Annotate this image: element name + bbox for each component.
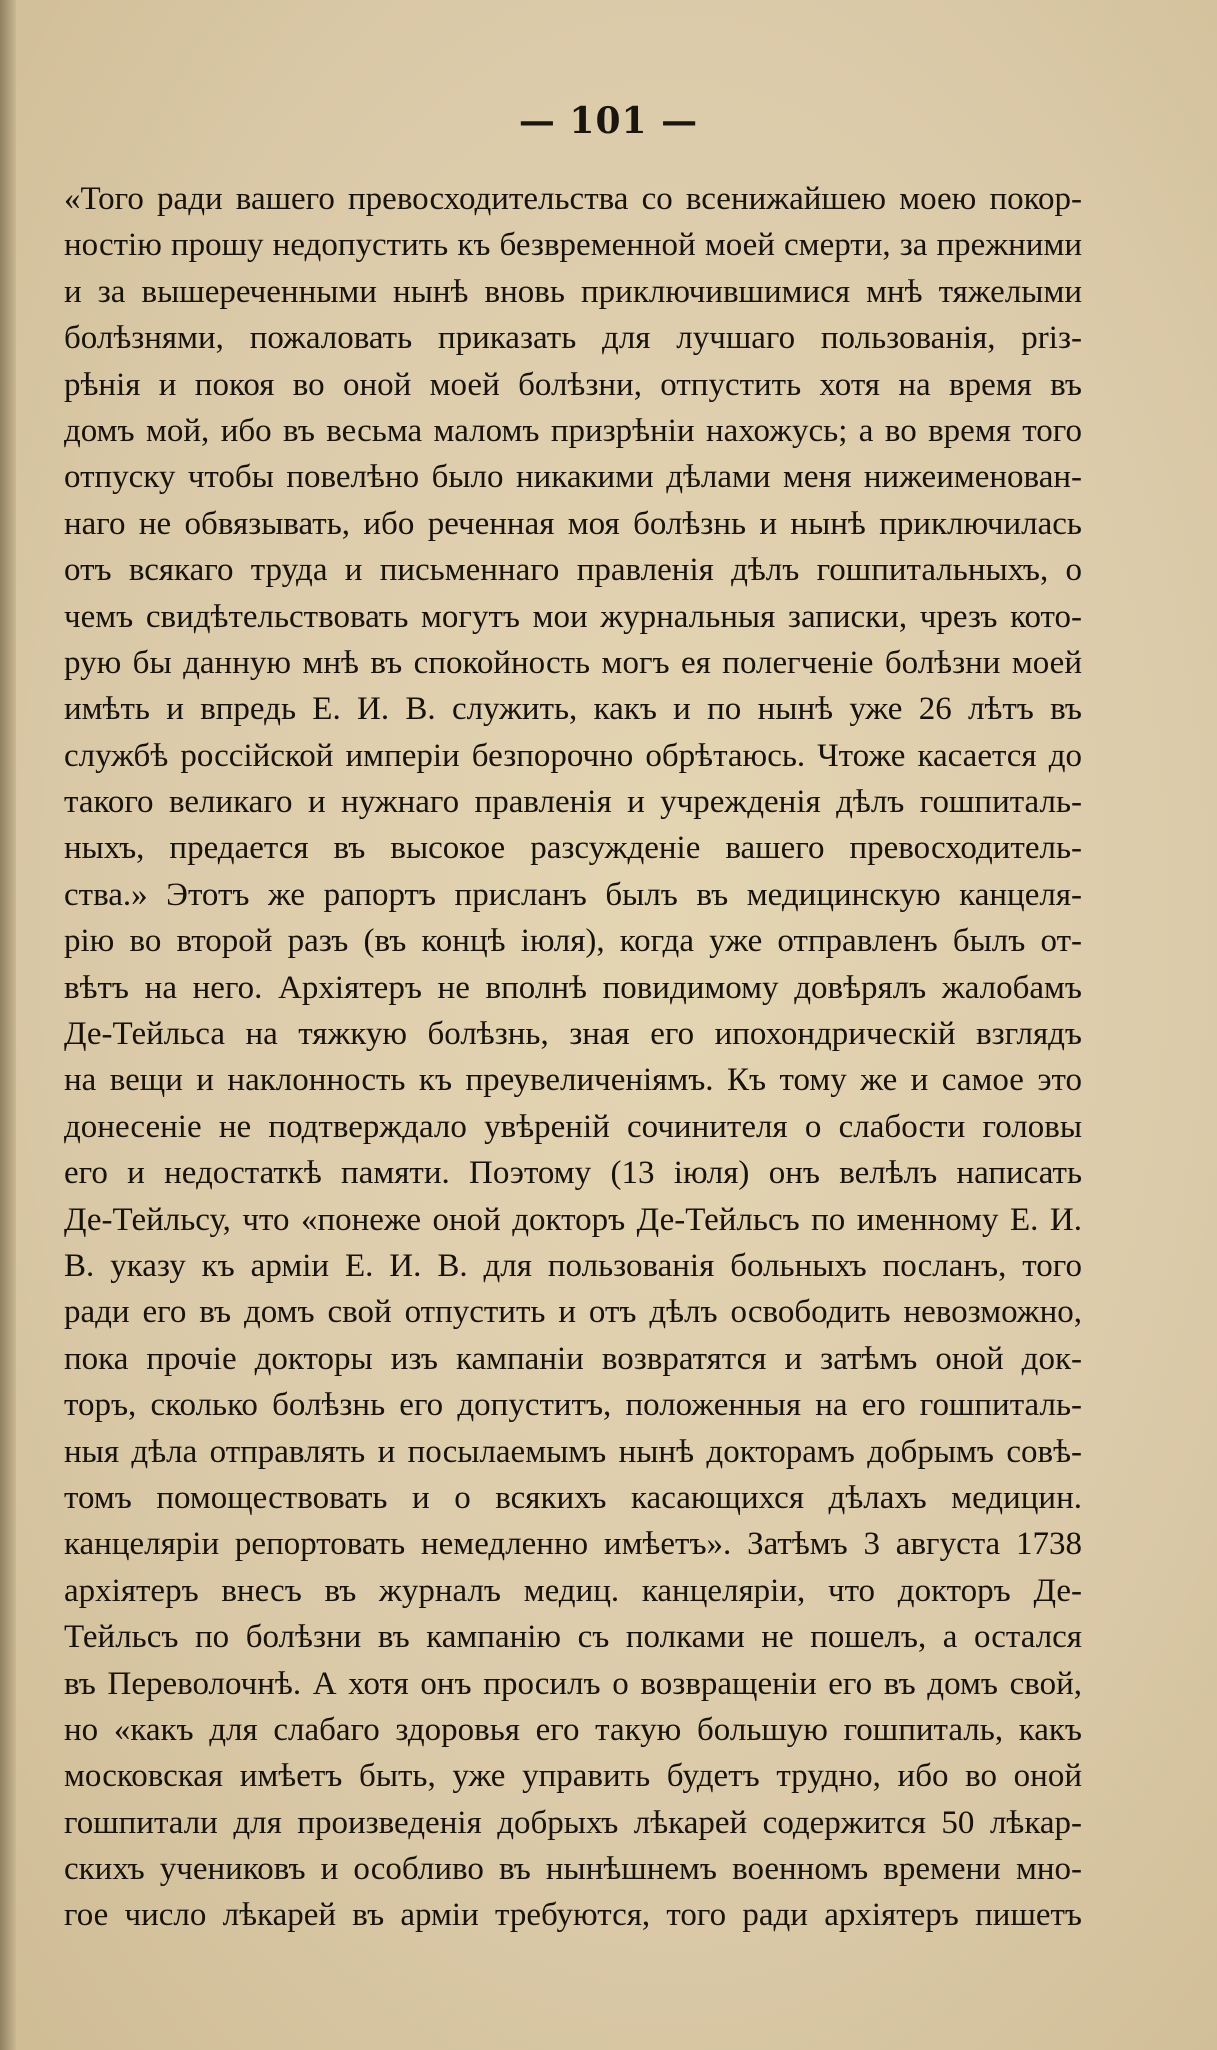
text-line: имѣть и впредь Е. И. В. служить, какъ и по нынѣ уже 26 лѣтъ въ: [64, 691, 1082, 728]
text-line: отъ всякаго труда и письменнаго правленія дѣлъ гошпитальныхъ, о: [64, 552, 1082, 589]
text-line: вѣтъ на него. Архіятеръ не вполнѣ повидимому довѣрялъ жалобамъ: [64, 969, 1082, 1006]
text-line: архіятеръ внесъ въ журналъ медиц. канцеляріи, что докторъ Де-: [64, 1572, 1082, 1609]
text-line: такого великаго и нужнаго правленія и учрежденія дѣлъ гошпиталь-: [64, 784, 1082, 821]
text-line: чемъ свидѣтельствовать могутъ мои журнальныя записки, чрезъ кото-: [64, 598, 1082, 635]
text-line: ностію прошу недопустить къ безвременной моей смерти, за прежними: [64, 227, 1082, 264]
text-line: ства.» Этотъ же рапортъ присланъ былъ въ медицинскую канцеля-: [64, 876, 1082, 913]
text-line: рѣнія и покоя во оной моей болѣзни, отпустить хотя на время въ: [64, 366, 1082, 403]
text-line: болѣзнями, пожаловать приказать для лучшаго пользованія, priз-: [64, 320, 1082, 357]
text-line: Де-Тейльсу, что «понеже оной докторъ Де-Тейльсъ по именному Е. И.: [64, 1201, 1082, 1238]
text-line: В. указу къ арміи Е. И. В. для пользованія больныхъ посланъ, того: [64, 1247, 1082, 1284]
text-line: Тейльсъ по болѣзни въ кампанію съ полками не пошелъ, а остался: [64, 1619, 1082, 1656]
text-line: Де-Тейльса на тяжкую болѣзнь, зная его ипохондрическій взглядъ: [64, 1016, 1082, 1053]
page-number: — 101 —: [518, 100, 699, 142]
text-line: томъ помоществовать и о всякихъ касающихся дѣлахъ медицин.: [64, 1479, 1082, 1516]
text-line: домъ мой, ибо въ весьма маломъ призрѣніи нахожусь; а во время того: [64, 412, 1082, 449]
text-line: рую бы данную мнѣ въ спокойность могъ ея полегченіе болѣзни моей: [64, 644, 1082, 681]
text-line: службѣ россійской имперіи безпорочно обрѣтаюсь. Чтоже касается до: [64, 737, 1082, 774]
text-line: но «какъ для слабаго здоровья его такую большую гошпиталь, какъ: [64, 1711, 1082, 1748]
text-line: наго не обвязывать, ибо реченная моя болѣзнь и нынѣ приключилась: [64, 505, 1082, 542]
text-line: ныхъ, предается въ высокое разсужденіе вашего превосходитель-: [64, 830, 1082, 867]
text-line: ныя дѣла отправлять и посылаемымъ нынѣ докторамъ добрымъ совѣ-: [64, 1433, 1082, 1470]
body-text: [64, 176, 1082, 1939]
text-line: московская имѣетъ быть, уже управить будетъ трудно, ибо во оной: [64, 1758, 1082, 1795]
page-gutter-shadow: [0, 0, 16, 2050]
text-line: гое число лѣкарей въ арміи требуются, того ради архіятеръ пишетъ: [64, 1897, 1082, 1934]
text-line: въ Переволочнѣ. А хотя онъ просилъ о возвращеніи его въ домъ свой,: [64, 1665, 1082, 1702]
text-line: и за вышереченными нынѣ вновь приключившимися мнѣ тяжелыми: [64, 273, 1082, 310]
text-line: канцеляріи репортовать немедленно имѣетъ». Затѣмъ 3 августа 1738: [64, 1526, 1082, 1563]
text-line: «Того ради вашего превосходительства со всенижайшею моею покор-: [64, 181, 1082, 217]
text-line: рію во второй разъ (въ концѣ іюля), когда уже отправленъ былъ от-: [64, 923, 1082, 960]
text-line: отпуску чтобы повелѣно было никакими дѣлами меня нижеименован-: [64, 459, 1082, 496]
text-line: скихъ учениковъ и особливо въ нынѣшнемъ военномъ времени мно-: [64, 1851, 1082, 1888]
text-line: ради его въ домъ свой отпустить и отъ дѣлъ освободить невозможно,: [64, 1294, 1082, 1331]
text-line: донесеніе не подтверждало увѣреній сочинителя о слабости головы: [64, 1108, 1082, 1145]
text-line: гошпитали для произведенія добрыхъ лѣкарей содержится 50 лѣкар-: [64, 1804, 1082, 1841]
text-line: пока прочіе докторы изъ кампаніи возвратятся и затѣмъ оной док-: [64, 1340, 1082, 1377]
text-line: торъ, сколько болѣзнь его допуститъ, положенныя на его гошпиталь-: [64, 1387, 1082, 1424]
text-line: его и недостаткѣ памяти. Поэтому (13 іюля) онъ велѣлъ написать: [64, 1155, 1082, 1192]
text-line: на вещи и наклонность къ преувеличеніямъ. Къ тому же и самое это: [64, 1062, 1082, 1099]
